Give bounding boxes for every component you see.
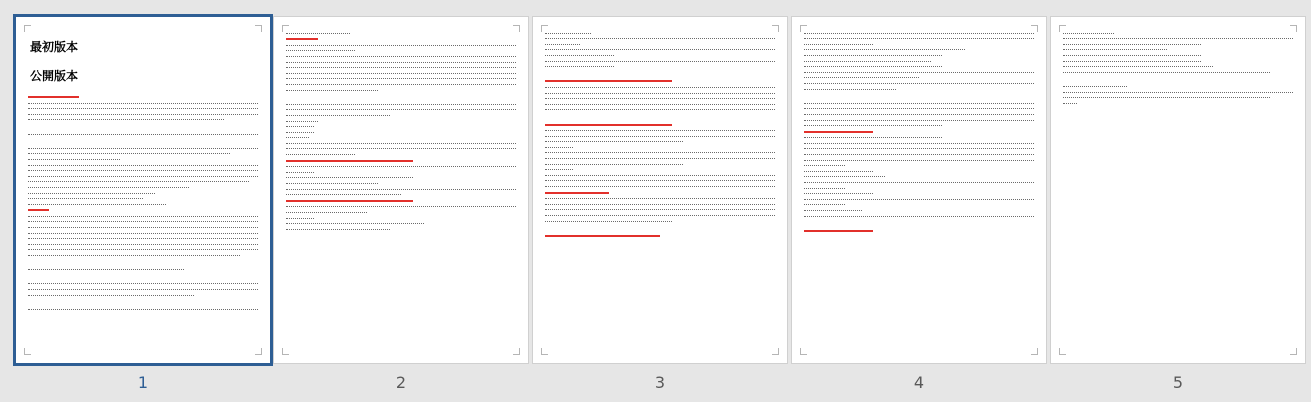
text-line bbox=[286, 50, 355, 52]
text-line bbox=[545, 66, 614, 68]
page-heading: 最初版本 bbox=[30, 40, 79, 54]
text-line bbox=[804, 182, 1034, 184]
page-thumbnail-1[interactable] bbox=[14, 0, 272, 402]
text-line bbox=[545, 186, 775, 188]
text-line bbox=[286, 78, 516, 80]
text-line bbox=[545, 221, 672, 223]
text-line bbox=[804, 120, 1034, 122]
text-line bbox=[286, 62, 516, 64]
text-line bbox=[286, 126, 314, 128]
text-line bbox=[804, 204, 845, 206]
text-line bbox=[804, 44, 873, 46]
text-line bbox=[286, 33, 350, 35]
text-line bbox=[28, 114, 258, 116]
text-line bbox=[545, 158, 775, 160]
page-preview[interactable] bbox=[274, 17, 528, 363]
crop-mark bbox=[800, 348, 807, 355]
page-thumbnail-4[interactable] bbox=[790, 0, 1048, 402]
text-line bbox=[545, 55, 614, 57]
text-line bbox=[286, 115, 390, 117]
text-line bbox=[1063, 49, 1167, 51]
text-line bbox=[286, 109, 516, 111]
text-line bbox=[286, 218, 314, 220]
page-thumbnail-2[interactable] bbox=[272, 0, 530, 402]
text-line bbox=[1063, 44, 1201, 46]
page-number: 5 bbox=[1172, 373, 1184, 392]
text-line bbox=[804, 148, 1034, 150]
text-line bbox=[804, 199, 1034, 201]
text-line bbox=[286, 166, 516, 168]
text-line bbox=[286, 104, 516, 106]
text-line bbox=[28, 249, 258, 251]
text-line bbox=[804, 49, 965, 51]
page-content bbox=[28, 29, 258, 314]
text-line bbox=[28, 134, 258, 136]
text-line bbox=[804, 83, 1034, 85]
text-line bbox=[804, 61, 931, 63]
text-line bbox=[545, 164, 683, 166]
text-line bbox=[28, 269, 184, 271]
text-line bbox=[28, 187, 189, 189]
text-line bbox=[286, 194, 401, 196]
text-line bbox=[1063, 103, 1077, 105]
crop-mark bbox=[282, 348, 289, 355]
text-line bbox=[28, 238, 258, 240]
text-line bbox=[545, 80, 672, 83]
text-line bbox=[1063, 38, 1293, 40]
text-line bbox=[286, 38, 318, 41]
crop-mark bbox=[255, 348, 262, 355]
page-preview[interactable] bbox=[792, 17, 1046, 363]
text-line bbox=[545, 198, 775, 200]
text-line bbox=[286, 132, 314, 134]
text-line bbox=[804, 55, 942, 57]
text-line bbox=[804, 103, 1034, 105]
text-line bbox=[28, 159, 120, 161]
text-line bbox=[28, 165, 258, 167]
page-thumbnail-5[interactable] bbox=[1049, 0, 1307, 402]
page-number: 3 bbox=[654, 373, 666, 392]
text-line bbox=[545, 130, 775, 132]
text-line bbox=[804, 216, 1034, 218]
text-line bbox=[28, 176, 258, 178]
page-preview[interactable] bbox=[16, 17, 270, 363]
text-line bbox=[545, 136, 775, 138]
text-line bbox=[1063, 72, 1270, 74]
text-line bbox=[545, 44, 580, 46]
text-line bbox=[1063, 61, 1201, 63]
page-content bbox=[545, 29, 775, 241]
text-line bbox=[545, 124, 672, 127]
text-line bbox=[804, 33, 1034, 35]
text-line bbox=[28, 119, 224, 121]
text-line bbox=[545, 87, 775, 89]
text-line bbox=[804, 188, 845, 190]
text-line bbox=[804, 137, 942, 139]
text-line bbox=[545, 169, 573, 171]
text-line bbox=[804, 114, 1034, 116]
text-line bbox=[1063, 55, 1201, 57]
text-line bbox=[286, 45, 516, 47]
page-preview[interactable] bbox=[1051, 17, 1305, 363]
text-line bbox=[286, 73, 516, 75]
text-line bbox=[28, 204, 166, 206]
crop-mark bbox=[513, 348, 520, 355]
page-thumbnail-3[interactable] bbox=[531, 0, 789, 402]
page-number: 4 bbox=[913, 373, 925, 392]
text-line bbox=[286, 148, 516, 150]
text-line bbox=[545, 235, 660, 238]
text-line bbox=[1063, 33, 1114, 35]
text-line bbox=[28, 227, 258, 229]
page-content bbox=[286, 29, 516, 234]
text-line bbox=[804, 171, 873, 173]
text-line bbox=[286, 177, 413, 179]
text-line bbox=[804, 89, 896, 91]
text-line bbox=[286, 56, 516, 58]
text-line bbox=[28, 96, 79, 99]
page-number: 1 bbox=[137, 373, 149, 392]
text-line bbox=[286, 212, 367, 214]
text-line bbox=[545, 141, 683, 143]
text-line bbox=[286, 121, 318, 123]
text-line bbox=[804, 77, 919, 79]
text-line bbox=[804, 176, 885, 178]
text-line bbox=[804, 72, 1034, 74]
text-line bbox=[28, 295, 194, 297]
text-line bbox=[545, 204, 775, 206]
crop-mark bbox=[772, 348, 779, 355]
text-line bbox=[286, 154, 355, 156]
text-line bbox=[545, 215, 775, 217]
text-line bbox=[1063, 97, 1270, 99]
text-line bbox=[28, 108, 258, 110]
text-line bbox=[804, 154, 1034, 156]
text-line bbox=[804, 108, 1034, 110]
text-line bbox=[545, 109, 775, 111]
text-line bbox=[1063, 66, 1213, 68]
text-line bbox=[28, 153, 230, 155]
text-line bbox=[545, 209, 775, 211]
page-number: 2 bbox=[395, 373, 407, 392]
text-line bbox=[286, 143, 516, 145]
page-heading: 公開版本 bbox=[30, 69, 79, 83]
text-line bbox=[286, 67, 516, 69]
text-line bbox=[286, 84, 516, 86]
text-line bbox=[28, 181, 249, 183]
text-line bbox=[28, 289, 258, 291]
text-line bbox=[804, 38, 1034, 40]
text-line bbox=[28, 193, 155, 195]
text-line bbox=[1063, 86, 1127, 88]
page-content bbox=[1063, 29, 1293, 108]
text-line bbox=[804, 160, 1034, 162]
text-line bbox=[28, 255, 240, 257]
text-line bbox=[545, 61, 775, 63]
text-line bbox=[286, 189, 516, 191]
text-line bbox=[804, 165, 845, 167]
text-line bbox=[545, 98, 775, 100]
text-line bbox=[28, 283, 258, 285]
text-line bbox=[28, 221, 258, 223]
crop-mark bbox=[1031, 348, 1038, 355]
text-line bbox=[545, 33, 591, 35]
text-line bbox=[286, 160, 413, 163]
crop-mark bbox=[541, 348, 548, 355]
text-line bbox=[286, 223, 424, 225]
text-line bbox=[1063, 92, 1293, 94]
crop-mark bbox=[24, 348, 31, 355]
page-preview[interactable] bbox=[533, 17, 787, 363]
text-line bbox=[28, 148, 258, 150]
text-line bbox=[28, 170, 258, 172]
text-line bbox=[286, 206, 516, 208]
text-line bbox=[28, 309, 258, 311]
text-line bbox=[286, 183, 378, 185]
text-line bbox=[286, 172, 314, 174]
text-line bbox=[286, 137, 309, 139]
text-line bbox=[545, 147, 573, 149]
text-line bbox=[28, 103, 258, 105]
text-line bbox=[804, 210, 862, 212]
page-content bbox=[804, 29, 1034, 236]
text-line bbox=[804, 125, 942, 127]
text-line bbox=[804, 230, 873, 233]
text-line bbox=[545, 175, 775, 177]
text-line bbox=[545, 192, 609, 195]
text-line bbox=[804, 143, 1034, 145]
text-line bbox=[545, 180, 775, 182]
text-line bbox=[545, 49, 775, 51]
text-line bbox=[804, 131, 873, 134]
text-line bbox=[28, 198, 143, 200]
text-line bbox=[28, 233, 258, 235]
crop-mark bbox=[1059, 348, 1066, 355]
text-line bbox=[804, 193, 873, 195]
text-line bbox=[545, 104, 775, 106]
text-line bbox=[286, 229, 390, 231]
text-line bbox=[28, 209, 49, 212]
text-line bbox=[28, 216, 258, 218]
text-line bbox=[545, 93, 775, 95]
text-line bbox=[545, 152, 775, 154]
text-line bbox=[286, 90, 378, 92]
text-line bbox=[545, 38, 775, 40]
text-line bbox=[286, 200, 413, 203]
crop-mark bbox=[1290, 348, 1297, 355]
text-line bbox=[804, 66, 942, 68]
text-line bbox=[28, 244, 258, 246]
